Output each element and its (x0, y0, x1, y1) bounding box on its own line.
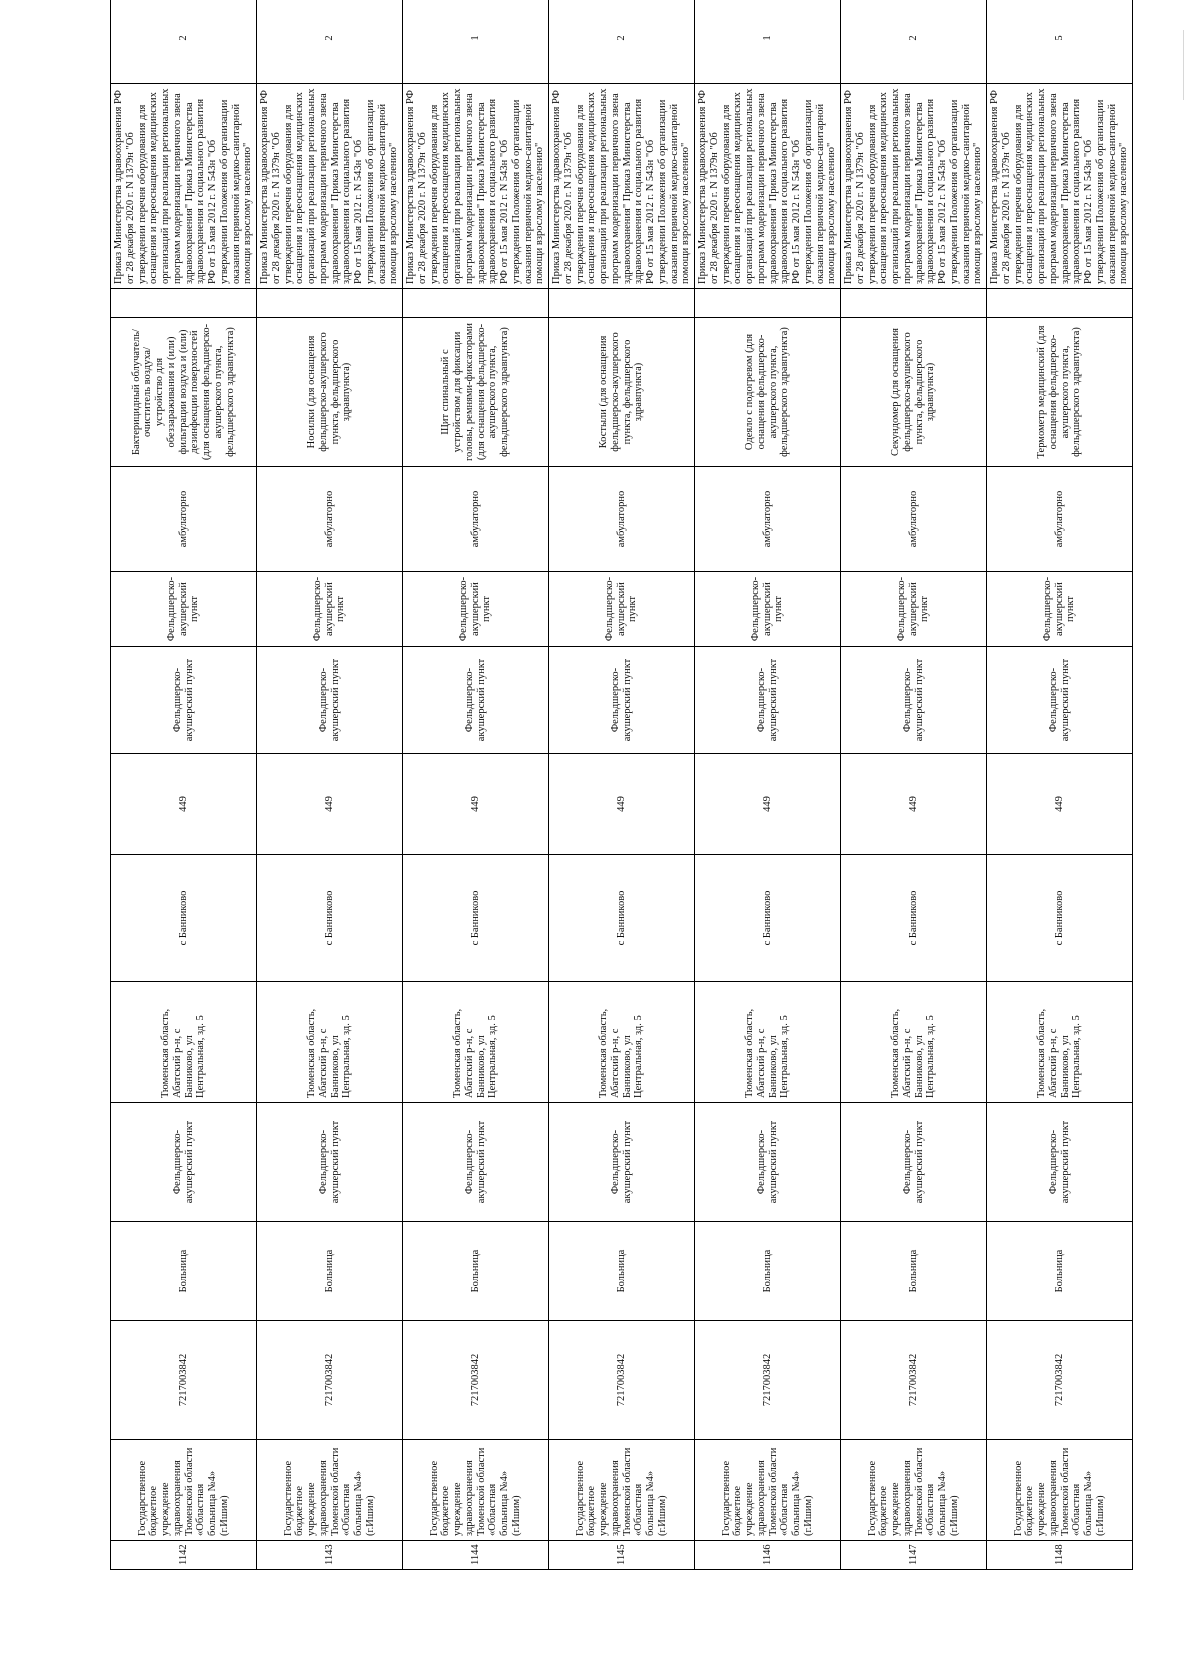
rotated-table-container (110, 35, 1130, 1570)
organization-name-cell: Государственное бюджетное учреждение здравоохранения Тюменской области «Областная больница №4» (г.Ишим) (111, 1440, 257, 1541)
address-cell: Тюменская область, Абатский р-н, с Банниково, ул Центральная, зд. 5 (549, 982, 695, 1103)
table-row (695, 0, 841, 1570)
table-row (987, 0, 1133, 1570)
table-row (403, 0, 549, 1570)
population-cell: 449 (111, 754, 257, 855)
blank-cell-cell (403, 289, 549, 318)
point-type-short-cell: Фельдшерско-акушерский пункт (695, 572, 841, 647)
blank-cell-cell (257, 289, 403, 318)
scan-edge-mark (1183, 30, 1184, 100)
division-name-cell: Фельдшерско-акушерский пункт (403, 1103, 549, 1222)
table-row (841, 0, 987, 1570)
blank-cell-cell (111, 289, 257, 318)
institution-type-cell: Больница (403, 1222, 549, 1321)
institution-type-cell: Больница (841, 1222, 987, 1321)
legal-basis-cell: Приказ Министерства здравоохранения РФ от 28 декабря 2020 г. N 1379н "Об утверждении перечня оборудования для оснащения и переоснащения медицинских организаций при реализации региональных программ модернизации первичного звена здравоохранения" Приказ Министерства здравоохранения и социального развития РФ от 15 мая 2012 г. N 543н "Об утверждении Положения об организации оказания первичной медико-санитарной помощи взрослому населению" (257, 84, 403, 289)
legal-basis-cell: Приказ Министерства здравоохранения РФ от 28 декабря 2020 г. N 1379н "Об утверждении перечня оборудования для оснащения и переоснащения медицинских организаций при реализации региональных программ модернизации первичного звена здравоохранения" Приказ Министерства здравоохранения и социального развития РФ от 15 мая 2012 г. N 543н "Об утверждении Положения об организации оказания первичной медико-санитарной помощи взрослому населению" (549, 84, 695, 289)
equipment-name-cell: Одеяло с подогревом (для оснащения фельдшерско-акушерского пункта, фельдшерского здравпункта) (695, 318, 841, 467)
equipment-name-cell: Термометр медицинский (для оснащения фельдшерско-акушерского пункта, фельдшерского здравпункта) (987, 318, 1133, 467)
division-name-cell: Фельдшерско-акушерский пункт (111, 1103, 257, 1222)
organization-name-cell: Государственное бюджетное учреждение здравоохранения Тюменской области «Областная больница №4» (г.Ишим) (695, 1440, 841, 1541)
address-cell: Тюменская область, Абатский р-н, с Банниково, ул Центральная, зд. 5 (987, 982, 1133, 1103)
division-name-cell: Фельдшерско-акушерский пункт (257, 1103, 403, 1222)
institution-type-cell: Больница (111, 1222, 257, 1321)
equipment-name-cell: Бактерицидный облучатель/очиститель воздуха/устройство для обеззараживания и (или) фильтрации воздуха и (или) дезинфекции поверхностей (для оснащения фельдшерско-акушерского пункта, фельдшерского здравпункта) (111, 318, 257, 467)
locality-cell: с Банниково (987, 855, 1133, 982)
quantity-cell: 2 (111, 0, 257, 84)
inn-code-cell: 7217003842 (403, 1321, 549, 1440)
locality-cell: с Банниково (111, 855, 257, 982)
institution-type-cell: Больница (695, 1222, 841, 1321)
registry-table (110, 0, 1133, 1570)
table-row (257, 0, 403, 1570)
point-type-short-cell: Фельдшерско-акушерский пункт (549, 572, 695, 647)
table-row (549, 0, 695, 1570)
point-type-short-cell: Фельдшерско-акушерский пункт (257, 572, 403, 647)
population-cell: 449 (257, 754, 403, 855)
address-cell: Тюменская область, Абатский р-н, с Банниково, ул Центральная, зд. 5 (403, 982, 549, 1103)
population-cell: 449 (403, 754, 549, 855)
inn-code-cell: 7217003842 (695, 1321, 841, 1440)
point-type-short-cell: Фельдшерско-акушерский пункт (403, 572, 549, 647)
address-cell: Тюменская область, Абатский р-н, с Банниково, ул Центральная, зд. 5 (695, 982, 841, 1103)
care-form-cell: амбулаторно (403, 467, 549, 572)
address-cell: Тюменская область, Абатский р-н, с Банниково, ул Центральная, зд. 5 (841, 982, 987, 1103)
inn-code-cell: 7217003842 (841, 1321, 987, 1440)
quantity-cell: 1 (695, 0, 841, 84)
table-body (111, 0, 1133, 1570)
care-form-cell: амбулаторно (841, 467, 987, 572)
row-number-cell: 1142 (111, 1541, 257, 1570)
population-cell: 449 (549, 754, 695, 855)
legal-basis-cell: Приказ Министерства здравоохранения РФ от 28 декабря 2020 г. N 1379н "Об утверждении перечня оборудования для оснащения и переоснащения медицинских организаций при реализации региональных программ модернизации первичного звена здравоохранения" Приказ Министерства здравоохранения и социального развития РФ от 15 мая 2012 г. N 543н "Об утверждении Положения об организации оказания первичной медико-санитарной помощи взрослому населению" (695, 84, 841, 289)
care-form-cell: амбулаторно (695, 467, 841, 572)
organization-name-cell: Государственное бюджетное учреждение здравоохранения Тюменской области «Областная больница №4» (г.Ишим) (549, 1440, 695, 1541)
institution-type-cell: Больница (987, 1222, 1133, 1321)
division-name-cell: Фельдшерско-акушерский пункт (695, 1103, 841, 1222)
point-type-cell: Фельдшерско-акушерский пункт (987, 647, 1133, 754)
point-type-cell: Фельдшерско-акушерский пункт (111, 647, 257, 754)
blank-cell-cell (987, 289, 1133, 318)
table-row (111, 0, 257, 1570)
population-cell: 449 (841, 754, 987, 855)
organization-name-cell: Государственное бюджетное учреждение здравоохранения Тюменской области «Областная больница №4» (г.Ишим) (987, 1440, 1133, 1541)
legal-basis-cell: Приказ Министерства здравоохранения РФ от 28 декабря 2020 г. N 1379н "Об утверждении перечня оборудования для оснащения и переоснащения медицинских организаций при реализации региональных программ модернизации первичного звена здравоохранения" Приказ Министерства здравоохранения и социального развития РФ от 15 мая 2012 г. N 543н "Об утверждении Положения об организации оказания первичной медико-санитарной помощи взрослому населению" (841, 84, 987, 289)
locality-cell: с Банниково (403, 855, 549, 982)
care-form-cell: амбулаторно (111, 467, 257, 572)
blank-cell-cell (695, 289, 841, 318)
row-number-cell: 1144 (403, 1541, 549, 1570)
division-name-cell: Фельдшерско-акушерский пункт (987, 1103, 1133, 1222)
locality-cell: с Банниково (841, 855, 987, 982)
institution-type-cell: Больница (257, 1222, 403, 1321)
institution-type-cell: Больница (549, 1222, 695, 1321)
point-type-short-cell: Фельдшерско-акушерский пункт (987, 572, 1133, 647)
equipment-name-cell: Носилки (для оснащения фельдшерско-акушерского пункта, фельдшерского здравпункта) (257, 318, 403, 467)
locality-cell: с Банниково (695, 855, 841, 982)
inn-code-cell: 7217003842 (987, 1321, 1133, 1440)
point-type-short-cell: Фельдшерско-акушерский пункт (111, 572, 257, 647)
division-name-cell: Фельдшерско-акушерский пункт (549, 1103, 695, 1222)
point-type-cell: Фельдшерско-акушерский пункт (403, 647, 549, 754)
point-type-cell: Фельдшерско-акушерский пункт (549, 647, 695, 754)
population-cell: 449 (695, 754, 841, 855)
locality-cell: с Банниково (549, 855, 695, 982)
row-number-cell: 1146 (695, 1541, 841, 1570)
equipment-name-cell: Секундомер (для оснащения фельдшерско-акушерского пункта, фельдшерского здравпункта) (841, 318, 987, 467)
row-number-cell: 1148 (987, 1541, 1133, 1570)
row-number-cell: 1147 (841, 1541, 987, 1570)
point-type-cell: Фельдшерско-акушерский пункт (257, 647, 403, 754)
inn-code-cell: 7217003842 (257, 1321, 403, 1440)
row-number-cell: 1143 (257, 1541, 403, 1570)
address-cell: Тюменская область, Абатский р-н, с Банниково, ул Центральная, зд. 5 (257, 982, 403, 1103)
legal-basis-cell: Приказ Министерства здравоохранения РФ от 28 декабря 2020 г. N 1379н "Об утверждении перечня оборудования для оснащения и переоснащения медицинских организаций при реализации региональных программ модернизации первичного звена здравоохранения" Приказ Министерства здравоохранения и социального развития РФ от 15 мая 2012 г. N 543н "Об утверждении Положения об организации оказания первичной медико-санитарной помощи взрослому населению" (987, 84, 1133, 289)
row-number-cell: 1145 (549, 1541, 695, 1570)
division-name-cell: Фельдшерско-акушерский пункт (841, 1103, 987, 1222)
care-form-cell: амбулаторно (257, 467, 403, 572)
quantity-cell: 2 (257, 0, 403, 84)
point-type-cell: Фельдшерско-акушерский пункт (841, 647, 987, 754)
care-form-cell: амбулаторно (549, 467, 695, 572)
blank-cell-cell (841, 289, 987, 318)
organization-name-cell: Государственное бюджетное учреждение здравоохранения Тюменской области «Областная больница №4» (г.Ишим) (841, 1440, 987, 1541)
inn-code-cell: 7217003842 (549, 1321, 695, 1440)
address-cell: Тюменская область, Абатский р-н, с Банниково, ул Центральная, зд. 5 (111, 982, 257, 1103)
organization-name-cell: Государственное бюджетное учреждение здравоохранения Тюменской области «Областная больница №4» (г.Ишим) (403, 1440, 549, 1541)
locality-cell: с Банниково (257, 855, 403, 982)
quantity-cell: 5 (987, 0, 1133, 84)
organization-name-cell: Государственное бюджетное учреждение здравоохранения Тюменской области «Областная больница №4» (г.Ишим) (257, 1440, 403, 1541)
inn-code-cell: 7217003842 (111, 1321, 257, 1440)
care-form-cell: амбулаторно (987, 467, 1133, 572)
point-type-cell: Фельдшерско-акушерский пункт (695, 647, 841, 754)
quantity-cell: 2 (549, 0, 695, 84)
population-cell: 449 (987, 754, 1133, 855)
equipment-name-cell: Щит спинальный с устройством для фиксации головы, ремнями-фиксаторами (для оснащения фельдшерско-акушерского пункта, фельдшерского здравпункта) (403, 318, 549, 467)
point-type-short-cell: Фельдшерско-акушерский пункт (841, 572, 987, 647)
legal-basis-cell: Приказ Министерства здравоохранения РФ от 28 декабря 2020 г. N 1379н "Об утверждении перечня оборудования для оснащения и переоснащения медицинских организаций при реализации региональных программ модернизации первичного звена здравоохранения" Приказ Министерства здравоохранения и социального развития РФ от 15 мая 2012 г. N 543н "Об утверждении Положения об организации оказания первичной медико-санитарной помощи взрослому населению" (403, 84, 549, 289)
quantity-cell: 1 (403, 0, 549, 84)
quantity-cell: 2 (841, 0, 987, 84)
equipment-name-cell: Костыли (для оснащения фельдшерско-акушерского пункта, фельдшерского здравпункта) (549, 318, 695, 467)
blank-cell-cell (549, 289, 695, 318)
legal-basis-cell: Приказ Министерства здравоохранения РФ от 28 декабря 2020 г. N 1379н "Об утверждении перечня оборудования для оснащения и переоснащения медицинских организаций при реализации региональных программ модернизации первичного звена здравоохранения" Приказ Министерства здравоохранения и социального развития РФ от 15 мая 2012 г. N 543н "Об утверждении Положения об организации оказания первичной медико-санитарной помощи взрослому населению" (111, 84, 257, 289)
